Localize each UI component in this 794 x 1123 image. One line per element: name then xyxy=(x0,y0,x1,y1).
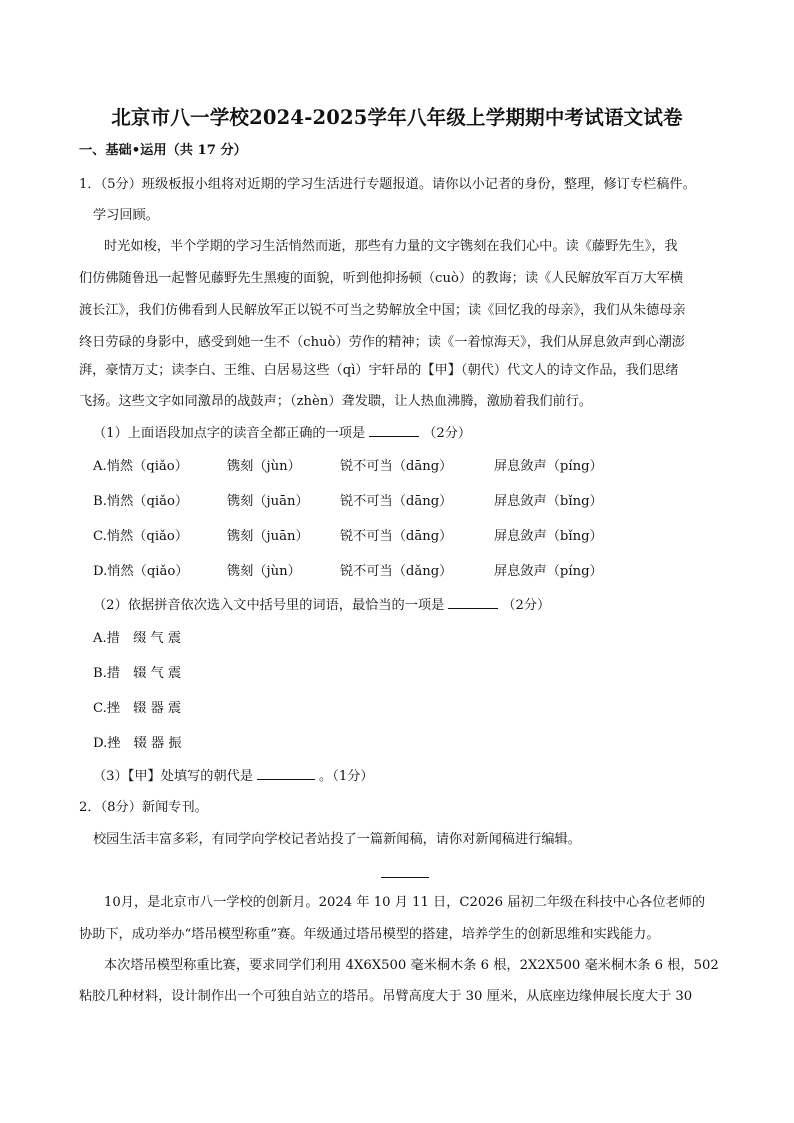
page-title: 北京市八一学校2024-2025学年八年级上学期期中考试语文试卷 xyxy=(111,106,683,129)
option-b: B.措 辍 气 震 xyxy=(93,666,182,681)
headline-blank-line[interactable] xyxy=(381,877,429,878)
option-a-4: 屏息敛声（píng） xyxy=(494,459,603,474)
option-a: A.措 缀 气 震 xyxy=(93,631,182,646)
passage-line: 渡长江》，我们仿佛看到人民解放军正以锐不可当之势解放全中国；读《回忆我的母亲》，我们从朱德母亲 xyxy=(79,303,686,318)
news-line: 协助下，成功举办“塔吊模型称重”赛。年级通过塔吊模型的搭建，培养学生的创新思维和实践能力。 xyxy=(79,927,660,942)
option-d-2: 镌刻（jùn） xyxy=(227,564,301,579)
sub-question-3 xyxy=(93,768,374,786)
question-1-subtitle: 学习回顾。 xyxy=(93,208,159,223)
option-b-2: 镌刻（juān） xyxy=(227,494,309,509)
answer-blank[interactable] xyxy=(448,598,498,609)
section-heading: 一、基础•运用（共 17 分） xyxy=(79,143,247,158)
sub-question-1-text: （1）上面语段加点字的读音全都正确的一项是 xyxy=(93,426,366,441)
passage-line: 湃，豪情万丈；读李白、王维、白居易这些（qì）宇轩昂的【甲】（朝代）代文人的诗文作品，我们思绪 xyxy=(79,363,679,378)
option-c-4: 屏息敛声（bǐng） xyxy=(494,529,603,544)
answer-blank[interactable] xyxy=(257,769,315,780)
option-c-2: 镌刻（juān） xyxy=(227,529,309,544)
option-a-2: 镌刻（jùn） xyxy=(227,459,301,474)
news-line: 粘胶几种材料，设计制作出一个可独自站立的塔吊。吊臂高度大于 30 厘米，从底座边缘伸展长度大于 30 xyxy=(79,989,693,1004)
passage-line: 终日劳碌的身影中，感受到她一生不（chuò）劳作的精神；读《一着惊海天》，我们从屏息敛声到心潮澎 xyxy=(79,335,685,350)
news-line: 本次塔吊模型称重比赛，要求同学们利用 4X6X500 毫米桐木条 6 根，2X2X500 毫米桐木条 6 根，502 xyxy=(104,958,719,973)
sub-question-1-score: （2分） xyxy=(423,426,472,441)
option-a-3: 锐不可当（dāng） xyxy=(340,459,453,474)
sub-question-2-text: （2）依据拼音依次选入文中括号里的词语，最恰当的一项是 xyxy=(93,598,445,613)
option-d-1: D.悄然（qiǎo） xyxy=(93,564,189,579)
question-1-stem: 1．（5分）班级板报小组将对近期的学习生活进行专题报道。请你以小记者的身份，整理，修订专栏稿件。 xyxy=(79,177,696,192)
answer-blank[interactable] xyxy=(369,426,419,437)
sub-question-3-text: （3）【甲】处填写的朝代是 xyxy=(93,769,254,784)
option-c: C.挫 辍 器 震 xyxy=(93,701,182,716)
option-c-1: C.悄然（qiǎo） xyxy=(93,529,189,544)
option-d-3: 锐不可当（dǎng） xyxy=(340,564,453,579)
sub-question-2 xyxy=(93,597,550,615)
option-b-4: 屏息敛声（bǐng） xyxy=(494,494,603,509)
sub-question-2-score: （2分） xyxy=(502,598,551,613)
option-a-1: A.悄然（qiǎo） xyxy=(93,459,188,474)
sub-question-3-score: 。（1分） xyxy=(319,769,374,784)
news-line: 10月，是北京市八一学校的创新月。2024 年 10 月 11 日，C2026 届初二年级在科技中心各位老师的 xyxy=(104,895,706,910)
passage-line: 时光如梭，半个学期的学习生活悄然而逝，那些有力量的文字镌刻在我们心中。读《藤野先生》，我 xyxy=(104,239,678,254)
option-b-1: B.悄然（qiǎo） xyxy=(93,494,189,509)
option-c-3: 锐不可当（dāng） xyxy=(340,529,453,544)
sub-question-1 xyxy=(93,425,471,443)
option-d: D.挫 辍 器 振 xyxy=(93,736,182,751)
option-d-4: 屏息敛声（píng） xyxy=(494,564,603,579)
question-2-subtitle: 校园生活丰富多彩，有同学向学校记者站投了一篇新闻稿，请你对新闻稿进行编辑。 xyxy=(93,832,581,847)
passage-line: 飞扬。这些文字如同激昂的战鼓声；（zhèn）聋发聩，让人热血沸腾，激励着我们前行。 xyxy=(79,394,593,409)
option-b-3: 锐不可当（dāng） xyxy=(340,494,453,509)
question-2-stem: 2．（8分）新闻专刊。 xyxy=(79,800,208,815)
passage-line: 们仿佛随鲁迅一起瞥见藤野先生黑瘦的面貌，听到他抑扬顿（cuò）的教诲；读《人民解放军百万大军横 xyxy=(79,271,684,286)
